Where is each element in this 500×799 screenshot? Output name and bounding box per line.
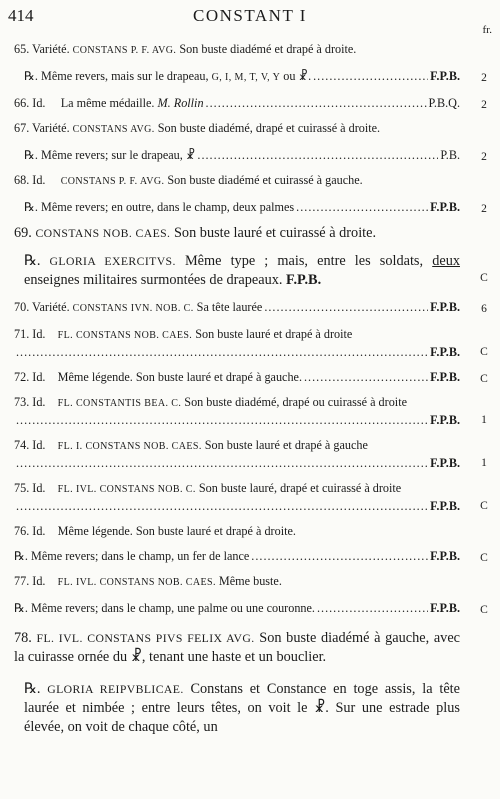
entry-66: 66. Id. La même médaille. M. Rollin ..... P.B.Q. 2: [14, 95, 460, 111]
entry-69-reverse: ℞. GLORIA EXERCITVS. Même type ; mais, entre les soldats, deux enseignes militaires surmontées de drapeaux. F.P.B. C: [24, 253, 488, 288]
entry-75: 75. Id. FL. IVL. CONSTANS NOB. C. Son buste lauré, drapé et cuirassé à droite ..... F.P.B. C: [14, 480, 460, 514]
entry-68: 68. Id. CONSTANS P. F. AVG. Son buste diadémé et cuirassé à gauche.: [14, 173, 363, 187]
entry-71: 71. Id. FL. CONSTANS NOB. CAES. Son buste lauré et drapé à droite ..... F.P.B. C: [14, 326, 460, 360]
entry-70: 70. Variété. CONSTANS IVN. NOB. C. Sa tête laurée ..... F.P.B. 6: [14, 299, 460, 317]
entry-76: 76. Id. Même légende. Son buste lauré et drapé à droite.: [14, 524, 296, 538]
entry-76-reverse: ℞. Même revers; dans le champ, un fer de lance ..... F.P.B. C: [14, 548, 460, 564]
entry-72: 72. Id. Même légende. Son buste lauré et drapé à gauche. ..... F.P.B. C: [14, 369, 460, 385]
entry-68-reverse: ℞. Même revers; en outre, dans le champ, deux palmes ..... F.P.B. 2: [14, 199, 460, 215]
entry-65-reverse: ℞. Même revers, mais sur le drapeau, G, I, M, T, V, Y ou ☧. ..... F.P.B. 2: [14, 68, 460, 86]
catalogue-entries: [14, 41, 488, 737]
page-header: [8, 6, 492, 36]
running-title: CONSTANT I: [193, 6, 307, 25]
entry-67: 67. Variété. CONSTANS AVG. Son buste diadémé, drapé et cuirassé à droite.: [14, 121, 381, 135]
page-number: 414: [8, 6, 34, 25]
entry-77: 77. Id. FL. IVL. CONSTANS NOB. CAES. Même buste.: [14, 574, 282, 588]
entry-65: 65. Variété. CONSTANS P. F. AVG. Son buste diadémé et drapé à droite.: [14, 42, 357, 56]
entry-78: 78. FL. IVL. CONSTANS PIVS FELIX AVG. Son buste diadémé à gauche, avec la cuirasse ornée du ☧, tenant une haste et un bouclier.: [14, 630, 461, 665]
entry-67-reverse: ℞. Même revers; sur le drapeau, ☧ ..... P.B. 2: [14, 147, 460, 163]
unit-label: fr.: [482, 24, 492, 36]
entry-73: 73. Id. FL. CONSTANTIS BEA. C. Son buste diadémé, drapé ou cuirassé à droite ..... F.P.B. 1: [14, 394, 460, 428]
entry-74: 74. Id. FL. I. CONSTANS NOB. CAES. Son buste lauré et drapé à gauche ..... F.P.B. 1: [14, 437, 460, 471]
entry-78-reverse: ℞. GLORIA REIPVBLICAE. Constans et Constance en toge assis, la tête laurée et nimbée ; entre leurs têtes, on voit le ☧. Sur une estrade plus élevée, on voit de chaque côté, un: [24, 681, 460, 735]
value-marker: 2: [481, 72, 487, 84]
entry-77-reverse: ℞. Même revers; dans le champ, une palme ou une couronne. ..... F.P.B. C: [14, 600, 460, 616]
entry-69: 69. CONSTANS NOB. CAES. Son buste lauré et cuirassé à droite.: [14, 225, 377, 241]
